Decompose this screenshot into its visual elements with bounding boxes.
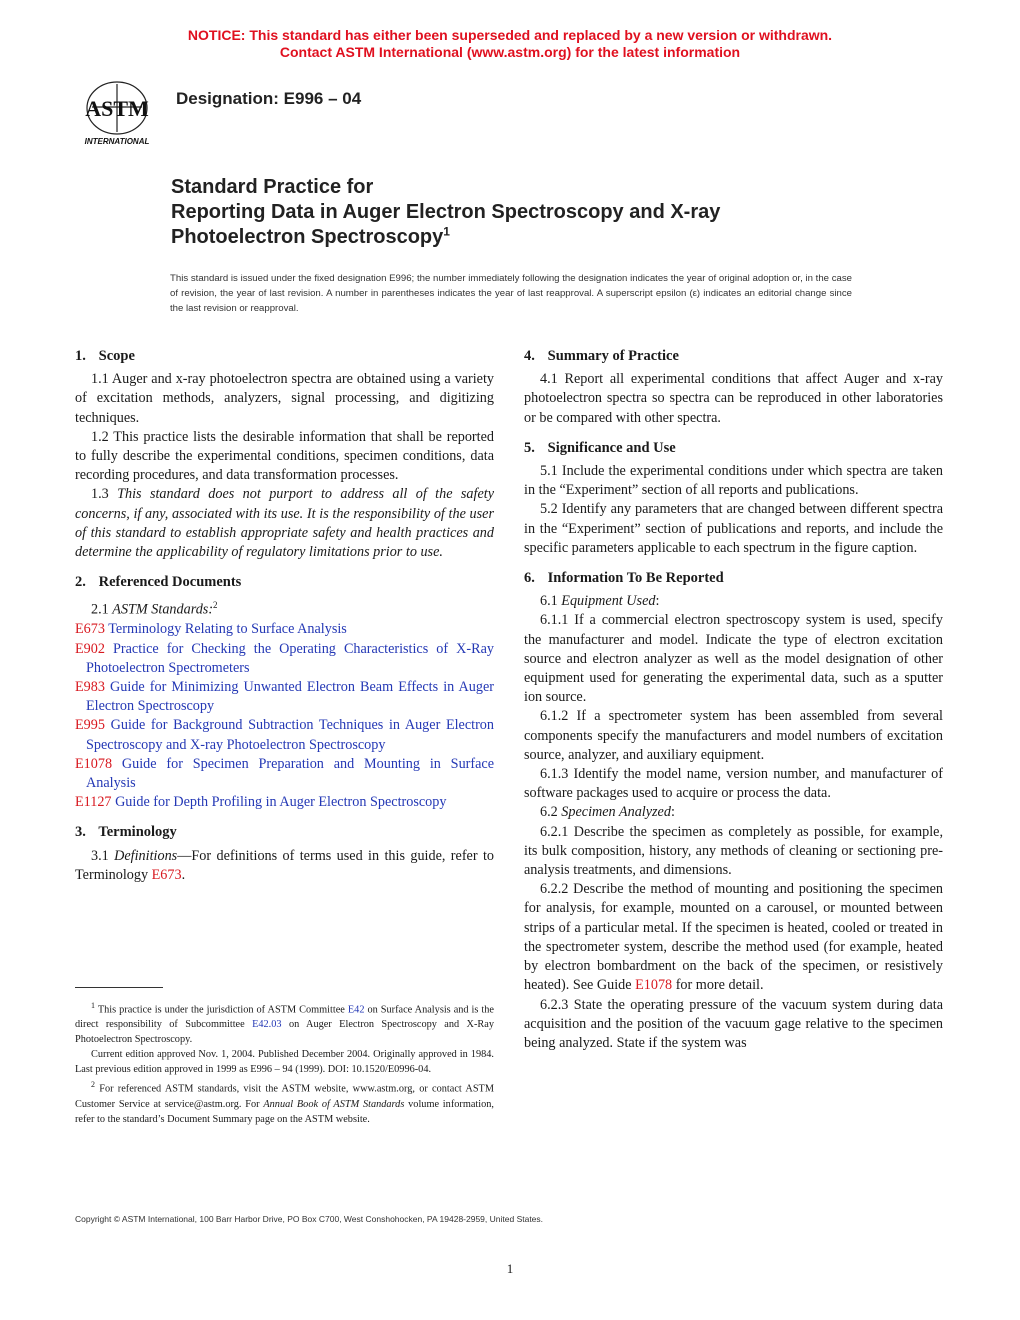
issuance-statement: This standard is issued under the fixed designation E996; the number immediately following the designation indicates the year of original adoption or, in the case of revision, the year of last revision. A number in parentheses indicates the year of last reapproval. A superscript epsilon (ε) indicates an editorial change since the last revision or reapproval. [170, 273, 852, 314]
paragraph-5-1: 5.1 Include the experimental conditions under which spectra are taken in the “Experiment” section of all reports and publications. [524, 463, 943, 499]
notice-line-2: Contact ASTM International (www.astm.org) for the latest information [279, 44, 741, 60]
section-heading-terminology: 3. Terminology [75, 824, 177, 841]
ref-item[interactable]: E673 Terminology Relating to Surface Analysis [75, 621, 347, 638]
copyright: Copyright © ASTM International, 100 Barr Harbor Drive, PO Box C700, West Conshohocken, PA 19428-2959, United States. [75, 1214, 544, 1224]
link-e42-03[interactable]: E42.03 [252, 1019, 282, 1031]
paragraph-6-2-2: 6.2.2 Describe the method of mounting and positioning the specimen for analysis, for example, mounted on a carousel, or mounted between strips of a particular metal. If the specimen is heated, cooled or treated in the spectrometer system, describe the method used (for example, heated by electron bombardment on the back of the specimen, or resistively heated). See Guide E1078 for more detail. [524, 881, 943, 994]
paragraph-4-1: 4.1 Report all experimental conditions that affect Auger and x-ray photoelectron spectra so spectra can be reproduced in other laboratories or be compared with other spectra. [524, 371, 943, 426]
section-heading-summary: 4. Summary of Practice [524, 348, 679, 364]
page-number: 1 [506, 1261, 514, 1276]
astm-logo [74, 76, 160, 150]
footnote-2: $^2$ For referenced ASTM standards, visit the ASTM website, www.astm.org, or contact ASTM Customer Service at service@astm.org. For Annual Book of ASTM Standards volume information, refer to the standard’s Document Summary page on the ASTM website. [75, 1080, 495, 1125]
title-line-1: Standard Practice for [171, 176, 374, 198]
designation: Designation: E996 – 04 [176, 89, 362, 108]
ref-item[interactable]: E1127 Guide for Depth Profiling in Auger Electron Spectroscopy [75, 794, 447, 811]
paragraph-6-2-1: 6.2.1 Describe the specimen as completely as possible, for example, its bulk composition, history, any methods of cleaning or sectioning pre-analysis treatments, and dimensions. [524, 823, 943, 879]
paragraph-1-2: 1.2 This practice lists the desirable information that shall be reported to fully describe the experimental conditions, specimen conditions, data recording procedures, and data transformation processes. [75, 428, 494, 484]
footnote-1-approval: Current edition approved Nov. 1, 2004. Published December 2004. Originally approved in 1984. Last previous edition approved in 1999 as E996 – 94 (1999). DOI: 10.1520/E0996-04. [75, 1049, 494, 1076]
paragraph-6-1-1: 6.1.1 If a commercial electron spectroscopy system is used, specify the manufacturer and model. Indicate the type of electron excitation source and electron analyzer as well as the model designation of other equipment used for generating the experimental data, such as a sputter ion source. [524, 612, 943, 706]
paragraph-6-1: 6.1 Equipment Used: [540, 593, 660, 610]
ref-item[interactable]: E1078 Guide for Specimen Preparation and Mounting in Surface Analysis [75, 755, 494, 791]
title-line-3: Photoelectron Spectroscopy$^1$ [171, 224, 450, 248]
paragraph-6-2: 6.2 Specimen Analyzed: [540, 804, 675, 821]
paragraph-6-1-3: 6.1.3 Identify the model name, version number, and manufacturer of software packages used to acquire or process the data. [524, 766, 943, 802]
notice-line-1: NOTICE: This standard has either been superseded and replaced by a new version or withdrawn. [187, 27, 833, 43]
link-e42[interactable]: E42 [347, 1004, 365, 1016]
footnotes [75, 987, 494, 1127]
footnote-rule [75, 987, 163, 988]
paragraph-1-3: 1.3 This standard does not purport to address all of the safety concerns, if any, associated with its use. It is the responsibility of the user of this standard to establish appropriate safety and health practices and determine the applicability of regulatory limitations prior to use. [75, 486, 494, 561]
document-title [171, 175, 871, 250]
title-line-2: Reporting Data in Auger Electron Spectroscopy and X-ray [171, 201, 721, 223]
logo-text: ASTM [85, 96, 149, 121]
paragraph-5-2: 5.2 Identify any parameters that are changed between different spectra in the “Experiment” section of publications and reports, and include the specific parameters applicable to each spectrum in the figure caption. [524, 501, 943, 556]
paragraph-3-1: 3.1 Definitions—For definitions of terms used in this guide, refer to Terminology E673. [75, 847, 494, 883]
ref-item[interactable]: E983 Guide for Minimizing Unwanted Electron Beam Effects in Auger Electron Spectroscopy [75, 678, 495, 715]
ref-item[interactable]: E902 Practice for Checking the Operating Characteristics of X-Ray Photoelectron Spectrometers [75, 640, 495, 676]
footnote-1: $^1$ This practice is under the jurisdiction of ASTM Committee E42 on Surface Analysis and is the direct responsibility of Subcommittee E42.03 on Auger Electron Spectroscopy and X-Ray Photoelectron Spectroscopy. [75, 1001, 495, 1046]
paragraph-1-1: 1.1 Auger and x-ray photoelectron spectra are obtained using a variety of excitation methods, analyzers, signal processing, and digitizing techniques. [75, 371, 494, 426]
link-e673[interactable]: E673 [151, 866, 182, 883]
right-column [524, 347, 943, 1053]
title-footnote-ref[interactable]: 1 [443, 224, 450, 239]
section-heading-information: 6. Information To Be Reported [524, 570, 724, 587]
ref-item[interactable]: E995 Guide for Background Subtraction Techniques in Auger Electron Spectroscopy and X-ray Photoelectron Spectroscopy [75, 717, 494, 753]
logo-subtext: INTERNATIONAL [84, 137, 150, 146]
paragraph-6-1-2: 6.1.2 If a spectrometer system has been assembled from several components specify the manufacturers and model numbers of excitation source, analyzer, and auxiliary equipment. [524, 708, 943, 763]
link-e1078[interactable]: E1078 [635, 977, 673, 994]
paragraph-2-1: 2.1 ASTM Standards:$^2$ [91, 600, 218, 619]
section-heading-referenced-documents: 2. Referenced Documents [75, 574, 242, 591]
left-column [75, 347, 494, 885]
section-heading-significance: 5. Significance and Use [524, 439, 676, 456]
section-heading-scope: 1. Scope [75, 348, 135, 364]
paragraph-6-2-3: 6.2.3 State the operating pressure of the vacuum system during data acquisition and the position of the vacuum gage relative to the specimen being analyzed. State if the system was [524, 996, 943, 1051]
supersede-notice [0, 27, 1020, 61]
